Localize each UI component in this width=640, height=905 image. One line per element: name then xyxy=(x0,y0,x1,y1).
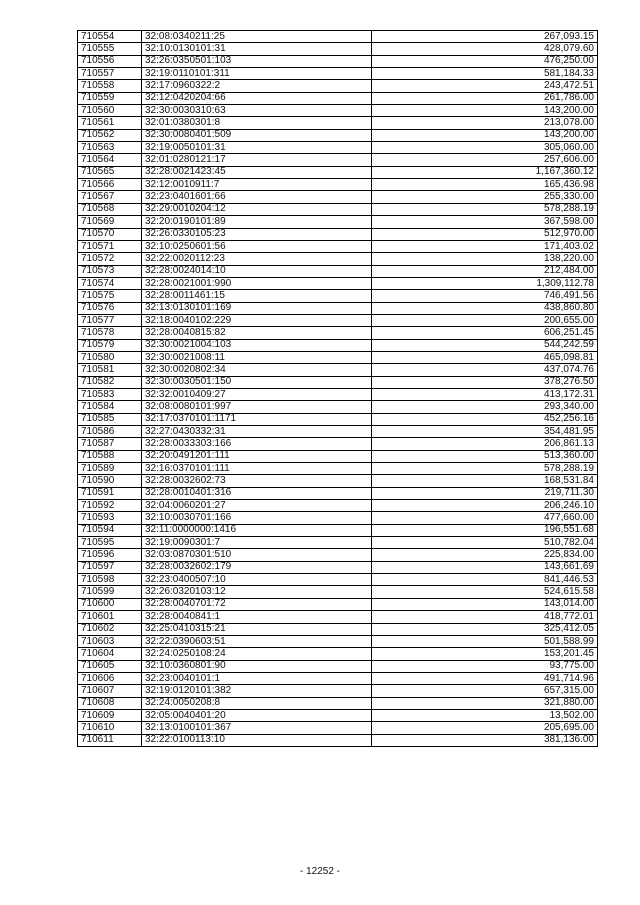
amount-cell: 452,256.16 xyxy=(372,413,598,425)
cadastral-number-cell: 32:24:0250108:24 xyxy=(142,648,372,660)
record-number-cell: 710568 xyxy=(78,203,142,215)
table-row xyxy=(78,685,598,697)
record-number-cell: 710602 xyxy=(78,623,142,635)
table-row xyxy=(78,734,598,746)
cadastral-number-cell: 32:04:0060201:27 xyxy=(142,500,372,512)
amount-cell: 171,403.02 xyxy=(372,240,598,252)
cadastral-number-cell: 32:32:0010409:27 xyxy=(142,388,372,400)
amount-cell: 225,834.00 xyxy=(372,549,598,561)
amount-cell: 1,167,360.12 xyxy=(372,166,598,178)
cadastral-number-cell: 32:28:0021423:45 xyxy=(142,166,372,178)
cadastral-number-cell: 32:28:0011461:15 xyxy=(142,290,372,302)
record-number-cell: 710557 xyxy=(78,68,142,80)
table-row xyxy=(78,623,598,635)
record-number-cell: 710564 xyxy=(78,154,142,166)
cadastral-number-cell: 32:13:0130101:169 xyxy=(142,302,372,314)
amount-cell: 213,078.00 xyxy=(372,117,598,129)
table-row xyxy=(78,598,598,610)
cadastral-number-cell: 32:28:0032602:73 xyxy=(142,475,372,487)
record-number-cell: 710561 xyxy=(78,117,142,129)
amount-cell: 143,200.00 xyxy=(372,105,598,117)
cadastral-number-cell: 32:19:0050101:31 xyxy=(142,142,372,154)
record-number-cell: 710610 xyxy=(78,722,142,734)
amount-cell: 1,309,112.78 xyxy=(372,277,598,289)
amount-cell: 477,660.00 xyxy=(372,512,598,524)
document-page xyxy=(77,30,598,747)
record-number-cell: 710594 xyxy=(78,524,142,536)
record-number-cell: 710599 xyxy=(78,586,142,598)
amount-cell: 354,481.95 xyxy=(372,426,598,438)
amount-cell: 578,288.19 xyxy=(372,463,598,475)
record-number-cell: 710554 xyxy=(78,31,142,43)
amount-cell: 524,615.58 xyxy=(372,586,598,598)
record-number-cell: 710579 xyxy=(78,339,142,351)
amount-cell: 243,472.51 xyxy=(372,80,598,92)
table-row xyxy=(78,68,598,80)
cadastral-number-cell: 32:03:0870301:510 xyxy=(142,549,372,561)
table-row xyxy=(78,549,598,561)
record-number-cell: 710560 xyxy=(78,105,142,117)
amount-cell: 746,491.56 xyxy=(372,290,598,302)
table-row xyxy=(78,80,598,92)
cadastral-number-cell: 32:25:0410315:21 xyxy=(142,623,372,635)
cadastral-number-cell: 32:28:0032602:179 xyxy=(142,561,372,573)
cadastral-number-cell: 32:17:0370101:1171 xyxy=(142,413,372,425)
record-number-cell: 710590 xyxy=(78,475,142,487)
table-row xyxy=(78,31,598,43)
table-row xyxy=(78,191,598,203)
amount-cell: 510,782.04 xyxy=(372,537,598,549)
table-row xyxy=(78,635,598,647)
amount-cell: 437,074.76 xyxy=(372,364,598,376)
record-number-cell: 710559 xyxy=(78,92,142,104)
record-number-cell: 710580 xyxy=(78,351,142,363)
amount-cell: 581,184.33 xyxy=(372,68,598,80)
table-row xyxy=(78,43,598,55)
record-number-cell: 710577 xyxy=(78,314,142,326)
amount-cell: 261,786.00 xyxy=(372,92,598,104)
cadastral-number-cell: 32:10:0250601:56 xyxy=(142,240,372,252)
cadastral-number-cell: 32:29:0010204:12 xyxy=(142,203,372,215)
cadastral-number-cell: 32:27:0430332:31 xyxy=(142,426,372,438)
table-row xyxy=(78,105,598,117)
amount-cell: 378,276.50 xyxy=(372,376,598,388)
table-row xyxy=(78,475,598,487)
cadastral-number-cell: 32:23:0401601:66 xyxy=(142,191,372,203)
record-number-cell: 710555 xyxy=(78,43,142,55)
table-row xyxy=(78,228,598,240)
amount-cell: 200,655.00 xyxy=(372,314,598,326)
cadastral-number-cell: 32:22:0020112:23 xyxy=(142,253,372,265)
cadastral-number-cell: 32:11:0000000:1416 xyxy=(142,524,372,536)
record-number-cell: 710593 xyxy=(78,512,142,524)
cadastral-number-cell: 32:30:0030501:150 xyxy=(142,376,372,388)
table-row xyxy=(78,290,598,302)
amount-cell: 293,340.00 xyxy=(372,401,598,413)
cadastral-number-cell: 32:22:0100113:10 xyxy=(142,734,372,746)
record-number-cell: 710586 xyxy=(78,426,142,438)
record-number-cell: 710583 xyxy=(78,388,142,400)
cadastral-number-cell: 32:13:0100101:367 xyxy=(142,722,372,734)
cadastral-number-cell: 32:23:0400507:10 xyxy=(142,574,372,586)
cadastral-number-cell: 32:01:0380301:8 xyxy=(142,117,372,129)
record-number-cell: 710581 xyxy=(78,364,142,376)
record-number-cell: 710584 xyxy=(78,401,142,413)
table-row xyxy=(78,203,598,215)
amount-cell: 206,861.13 xyxy=(372,438,598,450)
amount-cell: 196,551.68 xyxy=(372,524,598,536)
cadastral-number-cell: 32:28:0040701:72 xyxy=(142,598,372,610)
table-row xyxy=(78,697,598,709)
amount-cell: 325,412.05 xyxy=(372,623,598,635)
record-number-cell: 710578 xyxy=(78,327,142,339)
cadastral-number-cell: 32:20:0190101:89 xyxy=(142,216,372,228)
table-row xyxy=(78,401,598,413)
cadastral-number-cell: 32:19:0110101:311 xyxy=(142,68,372,80)
table-row xyxy=(78,154,598,166)
table-row xyxy=(78,314,598,326)
cadastral-number-cell: 32:28:0040841:1 xyxy=(142,611,372,623)
record-number-cell: 710589 xyxy=(78,463,142,475)
record-number-cell: 710604 xyxy=(78,648,142,660)
record-number-cell: 710598 xyxy=(78,574,142,586)
cadastral-number-cell: 32:28:0024014:10 xyxy=(142,265,372,277)
cadastral-number-cell: 32:10:0130101:31 xyxy=(142,43,372,55)
cadastral-number-cell: 32:30:0020802:34 xyxy=(142,364,372,376)
record-number-cell: 710582 xyxy=(78,376,142,388)
cadastral-number-cell: 32:10:0030701:166 xyxy=(142,512,372,524)
amount-cell: 657,315.00 xyxy=(372,685,598,697)
cadastral-number-cell: 32:30:0021008:11 xyxy=(142,351,372,363)
record-number-cell: 710596 xyxy=(78,549,142,561)
record-number-cell: 710608 xyxy=(78,697,142,709)
record-number-cell: 710600 xyxy=(78,598,142,610)
amount-cell: 438,860.80 xyxy=(372,302,598,314)
cadastral-number-cell: 32:01:0280121:17 xyxy=(142,154,372,166)
table-row xyxy=(78,92,598,104)
amount-cell: 428,079.60 xyxy=(372,43,598,55)
cadastral-number-cell: 32:26:0350501:103 xyxy=(142,55,372,67)
amount-cell: 465,098.81 xyxy=(372,351,598,363)
cadastral-number-cell: 32:19:0120101:382 xyxy=(142,685,372,697)
record-number-cell: 710574 xyxy=(78,277,142,289)
record-number-cell: 710587 xyxy=(78,438,142,450)
cadastral-number-cell: 32:30:0021004:103 xyxy=(142,339,372,351)
table-row xyxy=(78,512,598,524)
table-row xyxy=(78,302,598,314)
table-row xyxy=(78,524,598,536)
cadastral-number-cell: 32:12:0420204:66 xyxy=(142,92,372,104)
amount-cell: 512,970.00 xyxy=(372,228,598,240)
table-row xyxy=(78,709,598,721)
table-row xyxy=(78,500,598,512)
table-row xyxy=(78,327,598,339)
record-number-cell: 710558 xyxy=(78,80,142,92)
record-number-cell: 710569 xyxy=(78,216,142,228)
table-row xyxy=(78,487,598,499)
table-row xyxy=(78,672,598,684)
amount-cell: 257,606.00 xyxy=(372,154,598,166)
record-number-cell: 710566 xyxy=(78,179,142,191)
table-row xyxy=(78,166,598,178)
page-number: - 12252 - xyxy=(299,866,341,877)
record-number-cell: 710585 xyxy=(78,413,142,425)
table-row xyxy=(78,265,598,277)
table-row xyxy=(78,142,598,154)
record-number-cell: 710562 xyxy=(78,129,142,141)
record-number-cell: 710573 xyxy=(78,265,142,277)
cadastral-number-cell: 32:28:0033303:166 xyxy=(142,438,372,450)
registry-table xyxy=(77,30,598,747)
table-row xyxy=(78,339,598,351)
record-number-cell: 710609 xyxy=(78,709,142,721)
amount-cell: 606,251.45 xyxy=(372,327,598,339)
cadastral-number-cell: 32:18:0040102:229 xyxy=(142,314,372,326)
record-number-cell: 710591 xyxy=(78,487,142,499)
cadastral-number-cell: 32:26:0320103:12 xyxy=(142,586,372,598)
record-number-cell: 710565 xyxy=(78,166,142,178)
record-number-cell: 710576 xyxy=(78,302,142,314)
record-number-cell: 710592 xyxy=(78,500,142,512)
amount-cell: 206,246.10 xyxy=(372,500,598,512)
amount-cell: 476,250.00 xyxy=(372,55,598,67)
table-row xyxy=(78,438,598,450)
table-row xyxy=(78,364,598,376)
cadastral-number-cell: 32:16:0370101:111 xyxy=(142,463,372,475)
table-row xyxy=(78,277,598,289)
amount-cell: 544,242.59 xyxy=(372,339,598,351)
amount-cell: 381,136.00 xyxy=(372,734,598,746)
cadastral-number-cell: 32:19:0090301:7 xyxy=(142,537,372,549)
table-row xyxy=(78,648,598,660)
table-row xyxy=(78,129,598,141)
cadastral-number-cell: 32:05:0040401:20 xyxy=(142,709,372,721)
table-row xyxy=(78,179,598,191)
amount-cell: 138,220.00 xyxy=(372,253,598,265)
table-row xyxy=(78,55,598,67)
cadastral-number-cell: 32:28:0010401:316 xyxy=(142,487,372,499)
amount-cell: 219,711.30 xyxy=(372,487,598,499)
record-number-cell: 710563 xyxy=(78,142,142,154)
record-number-cell: 710575 xyxy=(78,290,142,302)
amount-cell: 153,201.45 xyxy=(372,648,598,660)
cadastral-number-cell: 32:24:0050208:8 xyxy=(142,697,372,709)
cadastral-number-cell: 32:10:0360801:90 xyxy=(142,660,372,672)
amount-cell: 305,060.00 xyxy=(372,142,598,154)
table-row xyxy=(78,426,598,438)
cadastral-number-cell: 32:22:0390603:51 xyxy=(142,635,372,647)
amount-cell: 267,093.15 xyxy=(372,31,598,43)
cadastral-number-cell: 32:28:0040815:82 xyxy=(142,327,372,339)
amount-cell: 143,200.00 xyxy=(372,129,598,141)
table-row xyxy=(78,117,598,129)
registry-table-body xyxy=(78,31,598,747)
cadastral-number-cell: 32:20:0491201:111 xyxy=(142,450,372,462)
record-number-cell: 710603 xyxy=(78,635,142,647)
table-row xyxy=(78,463,598,475)
record-number-cell: 710570 xyxy=(78,228,142,240)
cadastral-number-cell: 32:30:0080401:509 xyxy=(142,129,372,141)
amount-cell: 321,880.00 xyxy=(372,697,598,709)
table-row xyxy=(78,376,598,388)
record-number-cell: 710567 xyxy=(78,191,142,203)
record-number-cell: 710572 xyxy=(78,253,142,265)
amount-cell: 212,484.00 xyxy=(372,265,598,277)
amount-cell: 841,446.53 xyxy=(372,574,598,586)
cadastral-number-cell: 32:30:0030310:63 xyxy=(142,105,372,117)
amount-cell: 491,714.96 xyxy=(372,672,598,684)
amount-cell: 165,436.98 xyxy=(372,179,598,191)
table-row xyxy=(78,611,598,623)
cadastral-number-cell: 32:26:0330105:23 xyxy=(142,228,372,240)
record-number-cell: 710595 xyxy=(78,537,142,549)
record-number-cell: 710611 xyxy=(78,734,142,746)
amount-cell: 418,772.01 xyxy=(372,611,598,623)
amount-cell: 143,014.00 xyxy=(372,598,598,610)
amount-cell: 13,502.00 xyxy=(372,709,598,721)
amount-cell: 367,598.00 xyxy=(372,216,598,228)
cadastral-number-cell: 32:08:0340211:25 xyxy=(142,31,372,43)
record-number-cell: 710606 xyxy=(78,672,142,684)
record-number-cell: 710556 xyxy=(78,55,142,67)
amount-cell: 93,775.00 xyxy=(372,660,598,672)
table-row xyxy=(78,388,598,400)
record-number-cell: 710588 xyxy=(78,450,142,462)
table-row xyxy=(78,216,598,228)
table-row xyxy=(78,660,598,672)
amount-cell: 255,330.00 xyxy=(372,191,598,203)
amount-cell: 143,661.69 xyxy=(372,561,598,573)
cadastral-number-cell: 32:17:0960322:2 xyxy=(142,80,372,92)
amount-cell: 205,695.00 xyxy=(372,722,598,734)
table-row xyxy=(78,586,598,598)
cadastral-number-cell: 32:28:0021001:990 xyxy=(142,277,372,289)
amount-cell: 168,531.84 xyxy=(372,475,598,487)
table-row xyxy=(78,253,598,265)
table-row xyxy=(78,537,598,549)
table-row xyxy=(78,450,598,462)
cadastral-number-cell: 32:23:0040101:1 xyxy=(142,672,372,684)
record-number-cell: 710601 xyxy=(78,611,142,623)
amount-cell: 501,588.99 xyxy=(372,635,598,647)
record-number-cell: 710597 xyxy=(78,561,142,573)
cadastral-number-cell: 32:08:0080101:997 xyxy=(142,401,372,413)
amount-cell: 413,172.31 xyxy=(372,388,598,400)
amount-cell: 578,288.19 xyxy=(372,203,598,215)
cadastral-number-cell: 32:12:0010911:7 xyxy=(142,179,372,191)
record-number-cell: 710605 xyxy=(78,660,142,672)
table-row xyxy=(78,561,598,573)
amount-cell: 513,360.00 xyxy=(372,450,598,462)
record-number-cell: 710607 xyxy=(78,685,142,697)
table-row xyxy=(78,722,598,734)
table-row xyxy=(78,413,598,425)
table-row xyxy=(78,240,598,252)
table-row xyxy=(78,351,598,363)
table-row xyxy=(78,574,598,586)
record-number-cell: 710571 xyxy=(78,240,142,252)
